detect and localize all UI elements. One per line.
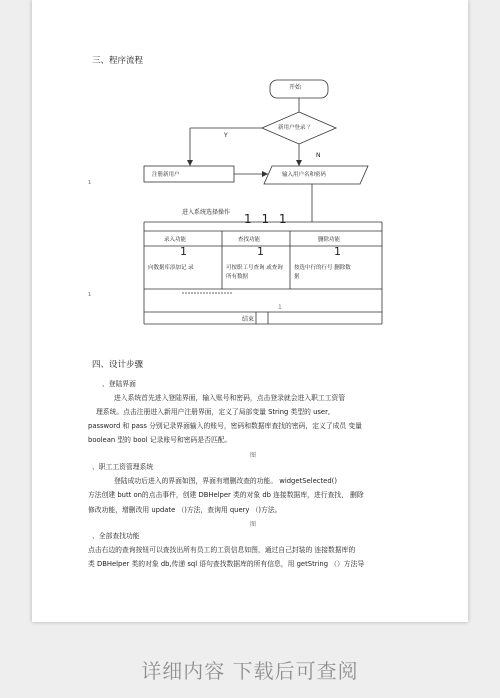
col2-mark: 1 xyxy=(257,245,264,258)
mgmt-paragraph-1: 登陆成功后进入的界面如图，界面有增删改查的功能。 widgetSelected() xyxy=(114,477,337,485)
flow-select-marks: 1 1 1 xyxy=(244,212,290,226)
col1-mark: 1 xyxy=(180,245,187,258)
margin-mark-1: 1 xyxy=(88,180,92,186)
mgmt-title: 、职工工资管理系统 xyxy=(92,463,154,471)
mgmt-paragraph-2: 方法创建 butt on的点击事件，创建 DBHelper 类的对象 db 连接数据库，进行查找， 删除 xyxy=(88,491,364,499)
flowchart xyxy=(32,0,468,340)
find-title: 、全部查找功能 xyxy=(92,532,140,540)
find-paragraph-1: 点击右边的查询按钮可以查找出所有员工的工资信息如图，通过自己封装的 连接数据库的 xyxy=(88,546,356,554)
flow-yes-label: Y xyxy=(224,132,228,139)
col3-body: 按选中行的行号 删除数据 xyxy=(294,265,351,280)
flow-end: 结束 xyxy=(242,316,255,323)
flow-register: 注册新用户 xyxy=(152,172,180,178)
login-paragraph-3: password 和 pass 分别记录界面输入的账号，密码和数据库查找的密码，定义了成员 变量 xyxy=(88,422,362,430)
mgmt-paragraph-3: 修改功能，增删改用 update （)方法，查询用 query （)方法。 xyxy=(88,506,282,514)
figure-2-label: 图 xyxy=(250,521,257,528)
col3-mark: 1 xyxy=(334,245,341,258)
col1-body: 向数据库添加记 录 xyxy=(148,265,194,271)
section-4-title: 四、设计步骤 xyxy=(92,360,144,370)
flow-decision: 新用户登录 ？ xyxy=(278,125,313,131)
flow-start: 开始 xyxy=(289,84,302,91)
login-paragraph-1: 进入系统首先进入登陆界面，输入账号和密码，点击登录就会进入职工工资管 xyxy=(114,394,346,402)
download-footer: 详细内容 下载后可查阅 xyxy=(141,659,359,683)
flow-no-label: N xyxy=(316,152,321,159)
margin-mark-2: 1 xyxy=(88,292,92,298)
flow-input: 输入用户名和密码 xyxy=(282,172,327,178)
login-title: 、登陆界面 xyxy=(102,380,136,388)
section-3-title: 三、程序流程 xyxy=(92,56,144,66)
find-paragraph-2: 类 DBHelper 类的对象 db,传递 sql 语句查找数据库的所有信息，用 getString （）方法导 xyxy=(88,560,365,568)
flow-select: 进入系统选择操作 xyxy=(182,209,231,216)
login-paragraph-2: 理系统。点击注册进入新用户注册界面，定义了局部变量 String 类型的 user, xyxy=(96,408,331,416)
col1-head: 录入功能 xyxy=(164,237,187,243)
figure-1-label: 图 xyxy=(250,452,257,459)
col3-head: 删除功能 xyxy=(318,237,341,243)
flowchart-lines xyxy=(32,0,468,340)
document-page xyxy=(32,0,468,622)
login-paragraph-4: boolean 型的 bool 记录账号和密码是否匹配。 xyxy=(88,436,232,444)
col2-head: 查找功能 xyxy=(238,237,261,243)
col2-body: 可按职工号查询 或查询所有数据 xyxy=(226,265,283,280)
flow-side-mark: 1 xyxy=(278,304,282,311)
